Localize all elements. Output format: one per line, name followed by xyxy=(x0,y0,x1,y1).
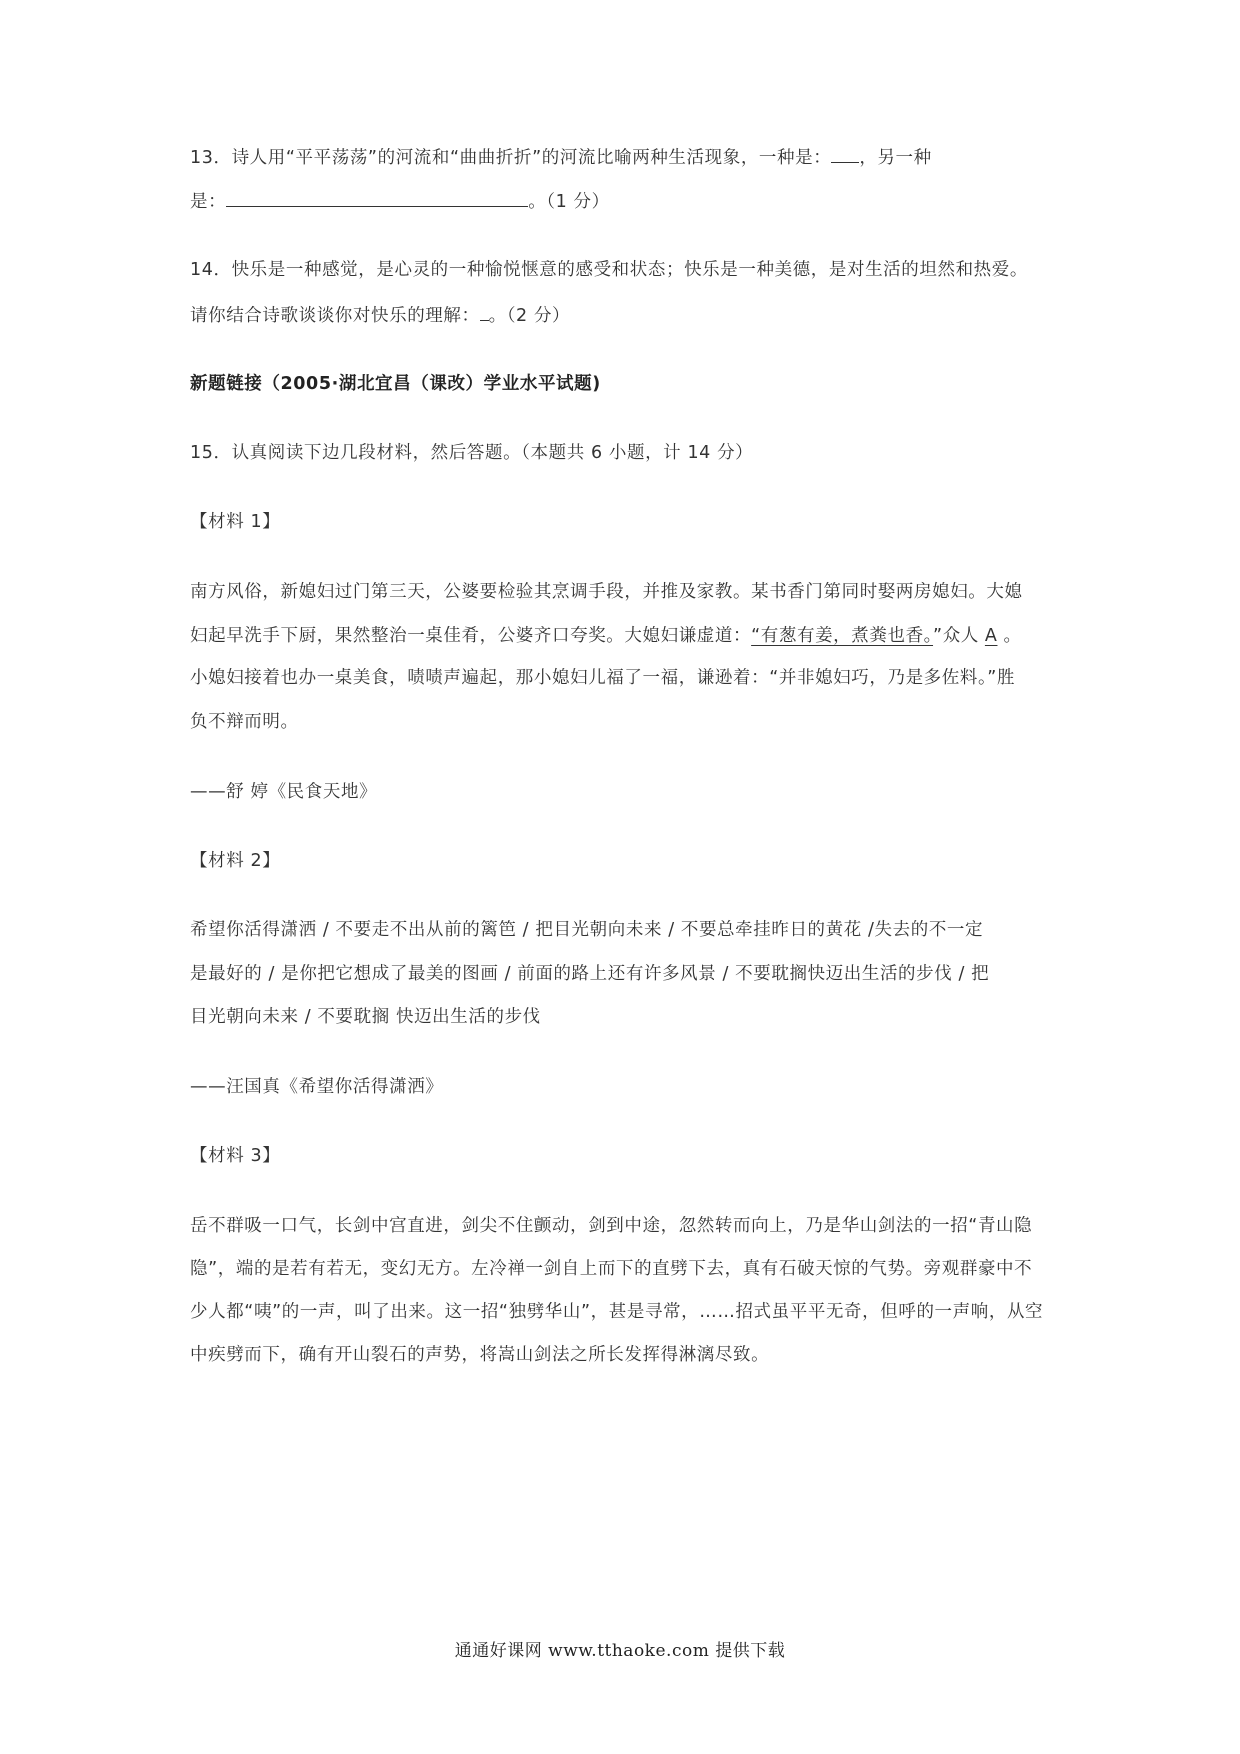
q14-line-1: 14．快乐是一种感觉，是心灵的一种愉悦惬意的感受和状态；快乐是一种美德，是对生活的坦然和热爱。 xyxy=(190,260,1028,280)
q13-line-1 xyxy=(190,144,932,170)
material1-blank-a[interactable]: A xyxy=(984,626,998,646)
material3-line-3: 少人都“咦”的一声，叫了出来。这一招“独劈华山”，甚是寻常，……招式虽平平无奇，但呼的一声响，从空 xyxy=(190,1302,1044,1322)
q13-blank-2[interactable] xyxy=(226,188,528,207)
material2-line-1: 希望你活得潇洒 / 不要走不出从前的篱笆 / 把目光朝向未来 / 不要总牵挂昨日的黄花 /失去的不一定 xyxy=(190,920,984,940)
q14-score: 。（2 分） xyxy=(488,306,571,326)
material3-line-2: 隐”，端的是若有若无，变幻无方。左冷禅一剑自上而下的直劈下去，真有石破天惊的气势。旁观群豪中不 xyxy=(190,1259,1033,1279)
material1-text-end: 。 xyxy=(1003,626,1022,646)
material1-label: 【材料 1】 xyxy=(190,512,281,532)
section-title: 新题链接（2005·湖北宜昌（课改）学业水平试题) xyxy=(190,374,601,394)
material1-text: 妇起早洗手下厨，果然整治一桌佳肴，公婆齐口夸奖。大媳妇谦虚道： xyxy=(190,626,752,646)
q14-line-2 xyxy=(190,302,570,328)
material1-quote: “有葱有姜，煮粪也香。 xyxy=(751,626,934,646)
q13-text-2: 是： xyxy=(190,192,227,212)
q15-text: 15．认真阅读下边几段材料，然后答题。（本题共 6 小题，计 14 分） xyxy=(190,443,754,463)
material2-line-3: 目光朝向未来 / 不要耽搁 快迈出生活的步伐 xyxy=(190,1007,541,1027)
material1-line-1: 南方风俗，新媳妇过门第三天，公婆要检验其烹调手段，并推及家教。某书香门第同时娶两房媳妇。大媳 xyxy=(190,582,1023,602)
material1-line-3: 小媳妇接着也办一桌美食，啧啧声遍起，那小媳妇儿福了一福，谦逊着：“并非媳妇巧，乃是多佐料。”胜 xyxy=(190,668,1016,688)
q13-score: 。（1 分） xyxy=(528,192,610,212)
q13-text-end: ，另一种 xyxy=(859,148,932,168)
footer-download-note: 通通好课网 www.tthaoke.com 提供下载 xyxy=(454,1641,786,1661)
material1-text-mid: ”众人 xyxy=(933,626,979,646)
material3-line-4: 中疾劈而下，确有开山裂石的声势，将嵩山剑法之所长发挥得淋漓尽致。 xyxy=(190,1345,770,1365)
q14-blank[interactable] xyxy=(480,302,489,321)
material1-line-2 xyxy=(190,624,1022,648)
q13-text: 13．诗人用“平平荡荡”的河流和“曲曲折折”的河流比喻两种生活现象，一种是： xyxy=(190,148,832,168)
material2-source: ——汪国真《希望你活得潇洒》 xyxy=(190,1077,444,1097)
q13-blank-1[interactable] xyxy=(831,144,859,163)
material1-line-4: 负不辩而明。 xyxy=(190,712,299,732)
material2-label: 【材料 2】 xyxy=(190,851,281,871)
material3-label: 【材料 3】 xyxy=(190,1146,281,1166)
material1-source: ——舒 婷《民食天地》 xyxy=(190,782,378,802)
material2-line-2: 是最好的 / 是你把它想成了最美的图画 / 前面的路上还有许多风景 / 不要耽搁快迈出生活的步伐 / 把 xyxy=(190,964,990,984)
q14-text-2: 请你结合诗歌谈谈你对快乐的理解： xyxy=(190,306,480,326)
q13-line-2 xyxy=(190,188,610,214)
material3-line-1: 岳不群吸一口气，长剑中宫直进，剑尖不住颤动，剑到中途，忽然转而向上，乃是华山剑法的一招“青山隐 xyxy=(190,1216,1033,1236)
